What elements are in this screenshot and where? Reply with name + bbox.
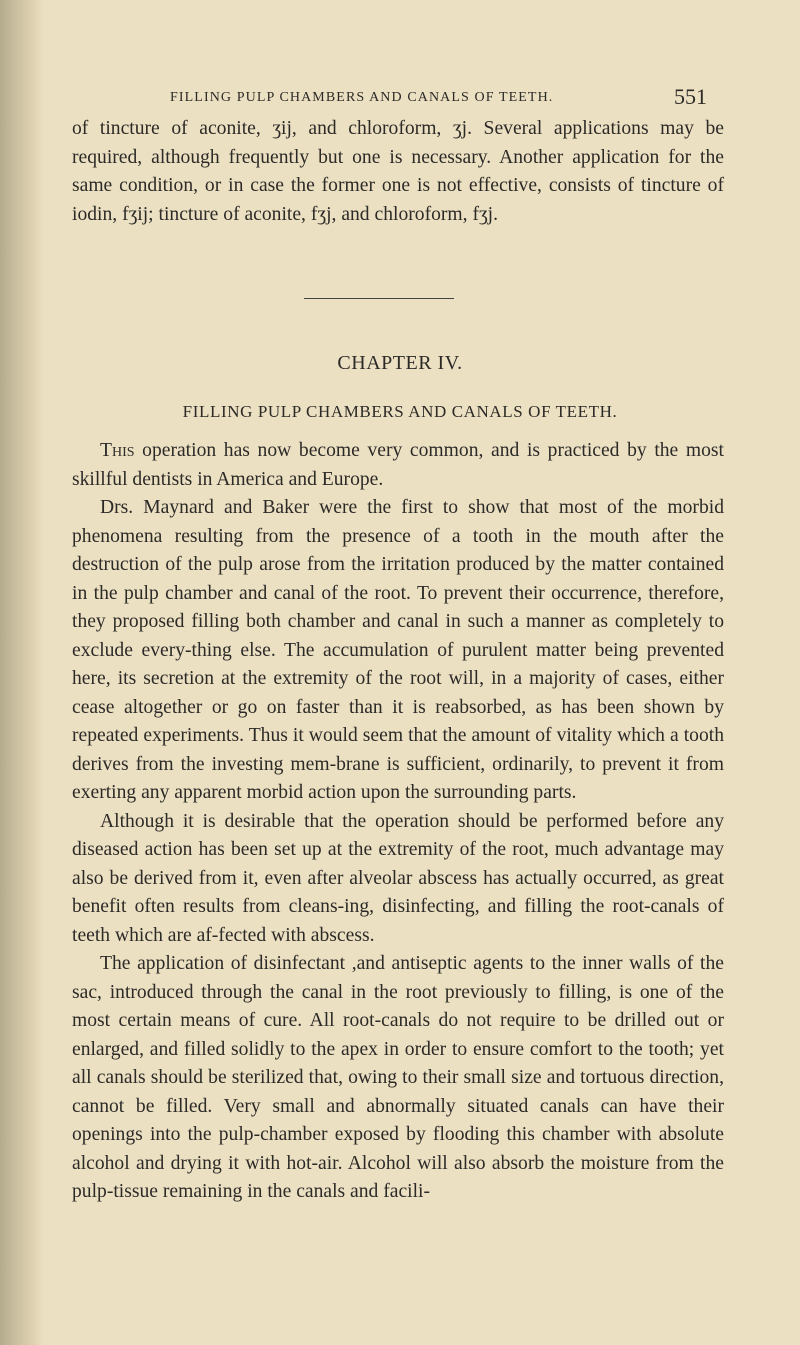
body-paragraph-3: Although it is desirable that the operation should be performed before any diseased action has been set up at the extremity of the root, much advantage may also be derived from it, even after alveolar abscess has actually occurred, as great benefit often results from cleans-ing, disinfecting, and filling the root-canals of teeth which are af-fected with abscess. <box>72 810 724 946</box>
chapter-subtitle: FILLING PULP CHAMBERS AND CANALS OF TEETH. <box>182 402 618 421</box>
running-head: FILLING PULP CHAMBERS AND CANALS OF TEETH. <box>170 90 554 105</box>
page-number: 551 <box>674 84 707 109</box>
body-paragraph-1 <box>72 437 724 494</box>
intro-paragraph: of tincture of aconite, ʒij, and chloroform, ʒj. Several applications may be required, although frequently but one is necessary. Another application for the same condition, or in case the former one is not effective, consists of tincture of iodin, fʒij; tincture of aconite, fʒj, and chloroform, fʒj. <box>72 118 724 225</box>
body-paragraph-4: The application of disinfectant ,and antiseptic agents to the inner walls of the sac, introduced through the canal in the root previously to filling, is one of the most certain means of cure. All root-canals do not require to be drilled out or enlarged, and filled solidly to the apex in order to ensure comfort to the tooth; yet all canals should be sterilized that, owing to their small size and tortuous direction, cannot be filled. Very small and abnormally situated canals can have their openings into the pulp-chamber exposed by flooding this chamber with absolute alcohol and drying it with hot-air. Alcohol will also absorb the moisture from the pulp-tissue remaining in the canals and facili- <box>72 953 724 1202</box>
paragraph-lead-word: This <box>100 440 135 461</box>
chapter-body <box>72 437 724 1207</box>
body-paragraph-2: Drs. Maynard and Baker were the first to show that most of the morbid phenomena resulting from the presence of a tooth in the mouth after the destruction of the pulp arose from the irritation produced by the matter contained in the pulp chamber and canal of the root. To prevent their occurrence, therefore, they proposed filling both chamber and canal in such a manner as completely to exclude every-thing else. The accumulation of purulent matter being prevented here, its secretion at the extremity of the root will, in a majority of cases, either cease altogether or go on faster than it is reabsorbed, as has been shown by repeated experiments. Thus it would seem that the amount of vitality which a tooth derives from the investing mem-brane is sufficient, ordinarily, to prevent it from exerting any apparent morbid action upon the surrounding parts. <box>72 497 724 803</box>
section-divider-rule <box>304 298 454 299</box>
paragraph-text: operation has now become very common, and is practiced by the most skillful dentists in America and Europe. <box>72 440 724 490</box>
intro-paragraph-block <box>72 115 724 229</box>
chapter-title: CHAPTER IV. <box>337 352 463 374</box>
